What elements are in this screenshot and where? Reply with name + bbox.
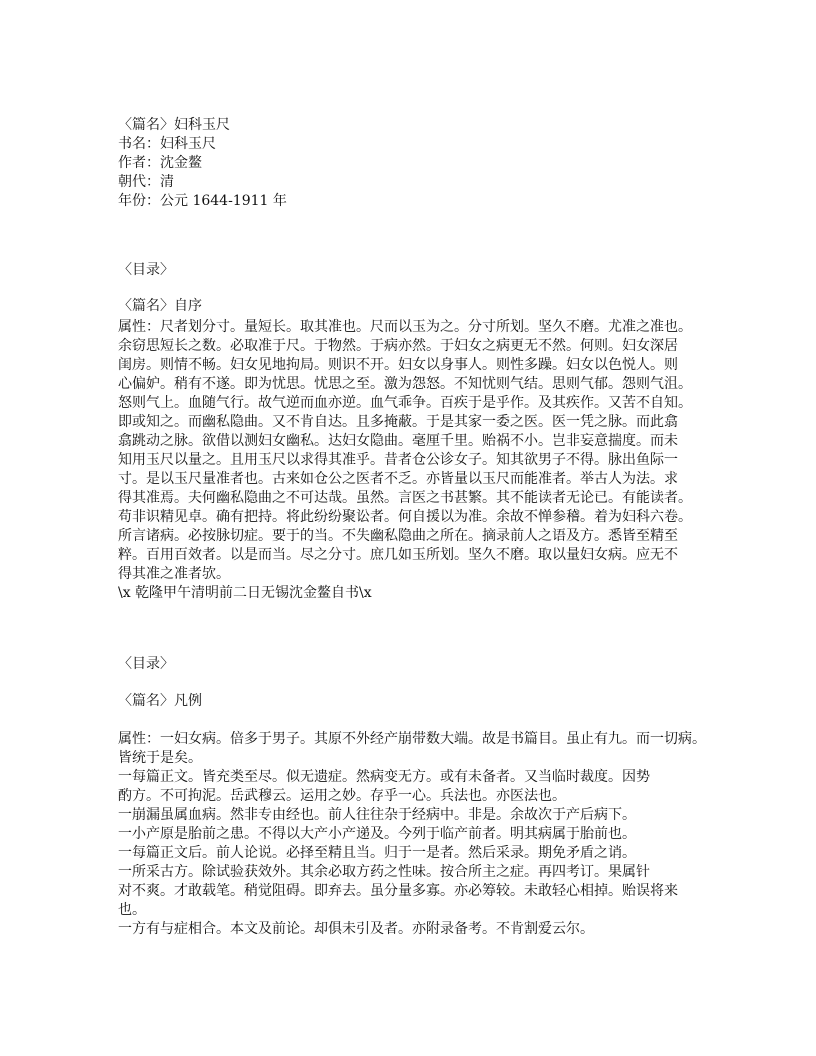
text-line: 粹。百用百效者。以是而当。尽之分寸。庶几如玉所划。坚久不磨。取以量妇女病。应无不 bbox=[118, 547, 678, 563]
text-line: 酌方。不可拘泥。岳武穆云。运用之妙。存乎一心。兵法也。亦医法也。 bbox=[118, 788, 566, 804]
text-line: 一方有与症相合。本文及前论。却俱未引及者。亦附录备考。不肯割爱云尔。 bbox=[118, 921, 594, 937]
text-line: \x 乾隆甲午清明前二日无锡沈金鳌自书\x bbox=[118, 585, 372, 601]
dynasty-line: 朝代：清 bbox=[118, 174, 174, 190]
section-title: 〈篇名〉自序 bbox=[118, 298, 202, 314]
book-info bbox=[118, 116, 287, 211]
text-line: 得其准之准者欤。 bbox=[118, 566, 230, 582]
text-line: 也。 bbox=[118, 902, 146, 918]
text-line: 闺房。则情不畅。妇女见地拘局。则识不开。妇女以身事人。则性多躁。妇女以色悦人。则 bbox=[118, 357, 678, 373]
book-name-line: 书名：妇科玉尺 bbox=[118, 136, 216, 152]
text-line: 翕跳动之脉。欲借以测妇女幽私。达妇女隐曲。毫厘千里。贻祸不小。岂非妄意揣度。而未 bbox=[118, 433, 678, 449]
section-title: 〈篇名〉凡例 bbox=[118, 693, 202, 709]
text-line: 一每篇正文后。前人论说。必择至精且当。归于一是者。然后采录。期免矛盾之诮。 bbox=[118, 845, 636, 861]
text-line: 一小产原是胎前之患。不得以大产小产递及。今列于临产前者。明其病属于胎前也。 bbox=[118, 826, 636, 842]
text-line: 寸。是以玉尺量准者也。古来如仓公之医者不乏。亦皆量以玉尺而能准者。举古人为法。求 bbox=[118, 471, 678, 487]
text-line: 得其准焉。夫何幽私隐曲之不可达哉。虽然。言医之书甚繁。其不能读者无论已。有能读者。 bbox=[118, 490, 692, 506]
text-line: 怒则气上。血随气行。故气逆而血亦逆。血气乖争。百疾于是乎作。及其疾作。又苦不自知。 bbox=[118, 395, 692, 411]
text-line: 皆统于是矣。 bbox=[118, 750, 202, 766]
text-line: 一所采古方。除试验获效外。其余必取方药之性味。按合所主之症。再四考订。果属针 bbox=[118, 864, 650, 880]
text-line: 即或知之。而幽私隐曲。又不肯自达。且多掩蔽。于是其家一委之医。医一凭之脉。而此翕 bbox=[118, 414, 678, 430]
text-line: 知用玉尺以量之。且用玉尺以求得其准乎。昔者仓公诊女子。知其欲男子不得。脉出鱼际一 bbox=[118, 452, 678, 468]
text-line: 苟非识精见卓。确有把持。将此纷纷聚讼者。何自援以为准。余故不惮参稽。着为妇科六卷。 bbox=[118, 509, 692, 525]
text-line: 对不爽。才敢载笔。稍觉阻碍。即弃去。虽分量多寡。亦必筹较。未敢轻心相掉。贻误将来 bbox=[118, 883, 678, 899]
toc-heading: 〈目录〉 bbox=[118, 656, 174, 672]
year-line: 年份：公元 1644-1911 年 bbox=[118, 193, 287, 209]
conventions-paragraph bbox=[118, 730, 706, 939]
preface-paragraph bbox=[118, 318, 692, 603]
text-line: 所言诸病。必按脉切症。要于的当。不失幽私隐曲之所在。摘录前人之语及方。悉皆至精至 bbox=[118, 528, 678, 544]
text-line: 属性：尺者划分寸。量短长。取其准也。尺而以玉为之。分寸所划。坚久不磨。尤准之准也。 bbox=[118, 319, 692, 335]
toc-heading: 〈目录〉 bbox=[118, 262, 174, 278]
author-line: 作者：沈金鳌 bbox=[118, 155, 202, 171]
text-line: 一崩漏虽属血病。然非专由经也。前人往往杂于经病中。非是。余故次于产后病下。 bbox=[118, 807, 636, 823]
text-line: 心偏妒。稍有不遂。即为忧思。忧思之至。激为怨怒。不知忧则气结。思则气郁。怨则气沮。 bbox=[118, 376, 692, 392]
text-line: 一每篇正文。皆充类至尽。似无遗症。然病变无方。或有未备者。又当临时裁度。因势 bbox=[118, 769, 650, 785]
text-line: 余窃思短长之数。必取准于尺。于物然。于病亦然。于妇女之病更无不然。何则。妇女深居 bbox=[118, 338, 678, 354]
text-line: 属性：一妇女病。倍多于男子。其原不外经产崩带数大端。故是书篇目。虽止有九。而一切病。 bbox=[118, 731, 706, 747]
chapter-title-line: 〈篇名〉妇科玉尺 bbox=[118, 117, 230, 133]
